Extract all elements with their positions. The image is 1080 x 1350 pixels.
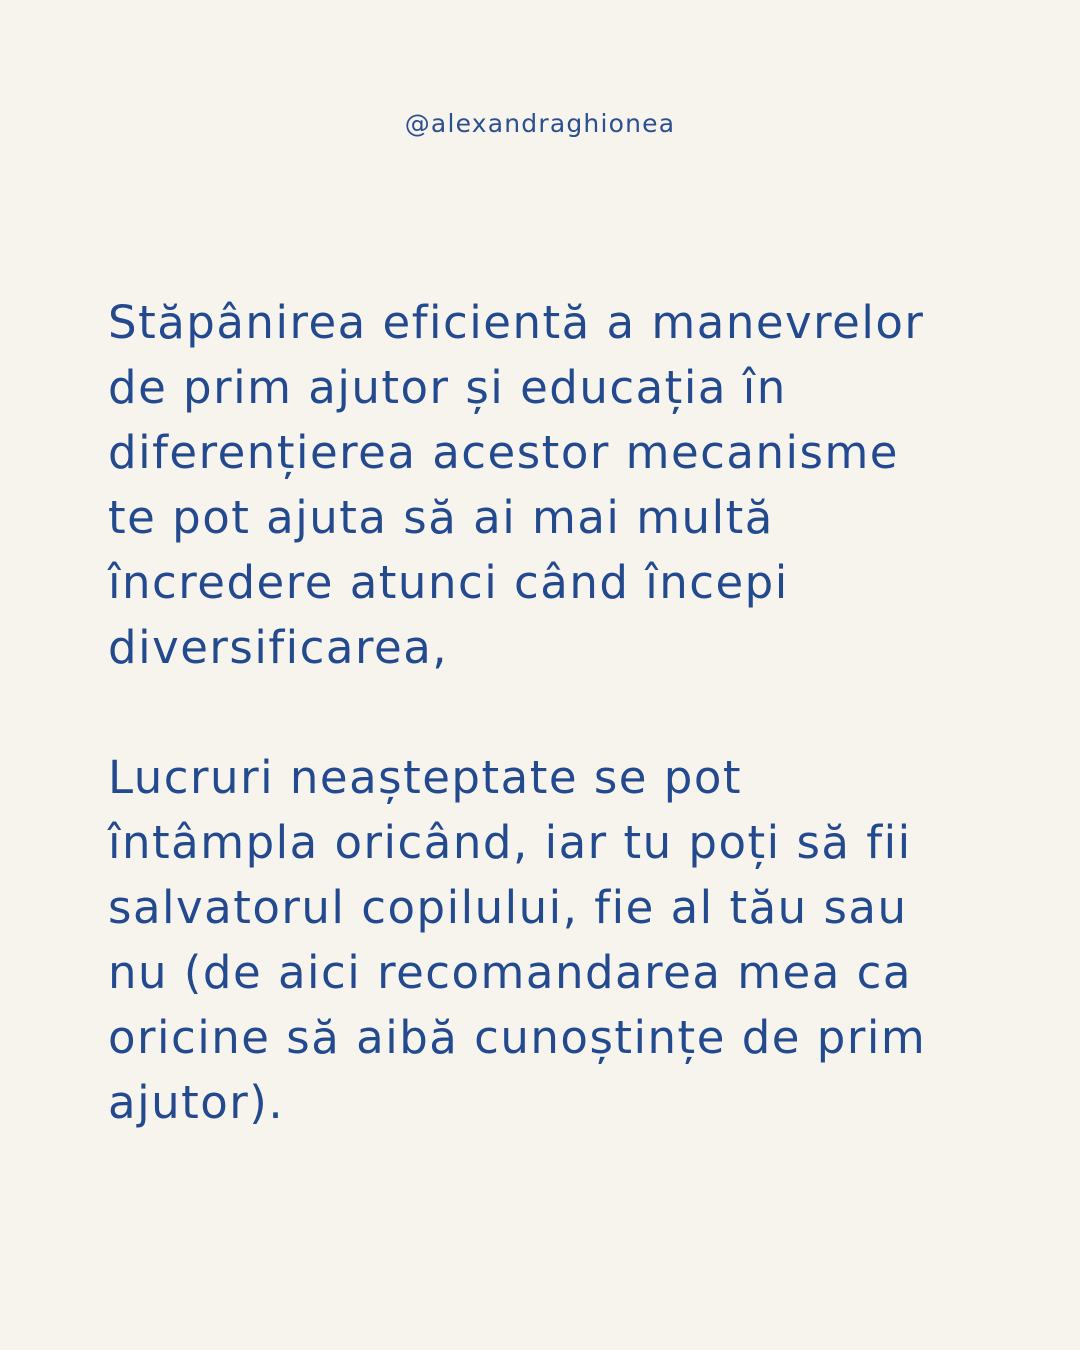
paragraph-1-line: diversificarea,	[108, 621, 449, 674]
paragraph-2	[108, 745, 1008, 1135]
paragraph-1-line: te pot ajuta să ai mai multă	[108, 491, 774, 544]
paragraph-1	[108, 290, 1008, 680]
body-text	[108, 290, 1008, 1135]
paragraph-2-line: nu (de aici recomandarea mea ca	[108, 946, 912, 999]
paragraph-2-line: ajutor).	[108, 1076, 285, 1129]
paragraph-1-line: încredere atunci când începi	[108, 556, 789, 609]
author-handle: @alexandraghionea	[404, 109, 676, 138]
paragraph-1-line: diferențierea acestor mecanisme	[108, 426, 899, 479]
paragraph-1-line: de prim ajutor și educația în	[108, 361, 787, 414]
paragraph-2-line: oricine să aibă cunoștințe de prim	[108, 1011, 927, 1064]
paragraph-spacer	[108, 680, 1008, 745]
paragraph-2-line: salvatorul copilului, fie al tău sau	[108, 881, 908, 934]
paragraph-1-line: Stăpânirea eficientă a manevrelor	[108, 296, 925, 349]
paragraph-2-line: Lucruri neașteptate se pot	[108, 751, 743, 804]
paragraph-2-line: întâmpla oricând, iar tu poți să fii	[108, 816, 912, 869]
